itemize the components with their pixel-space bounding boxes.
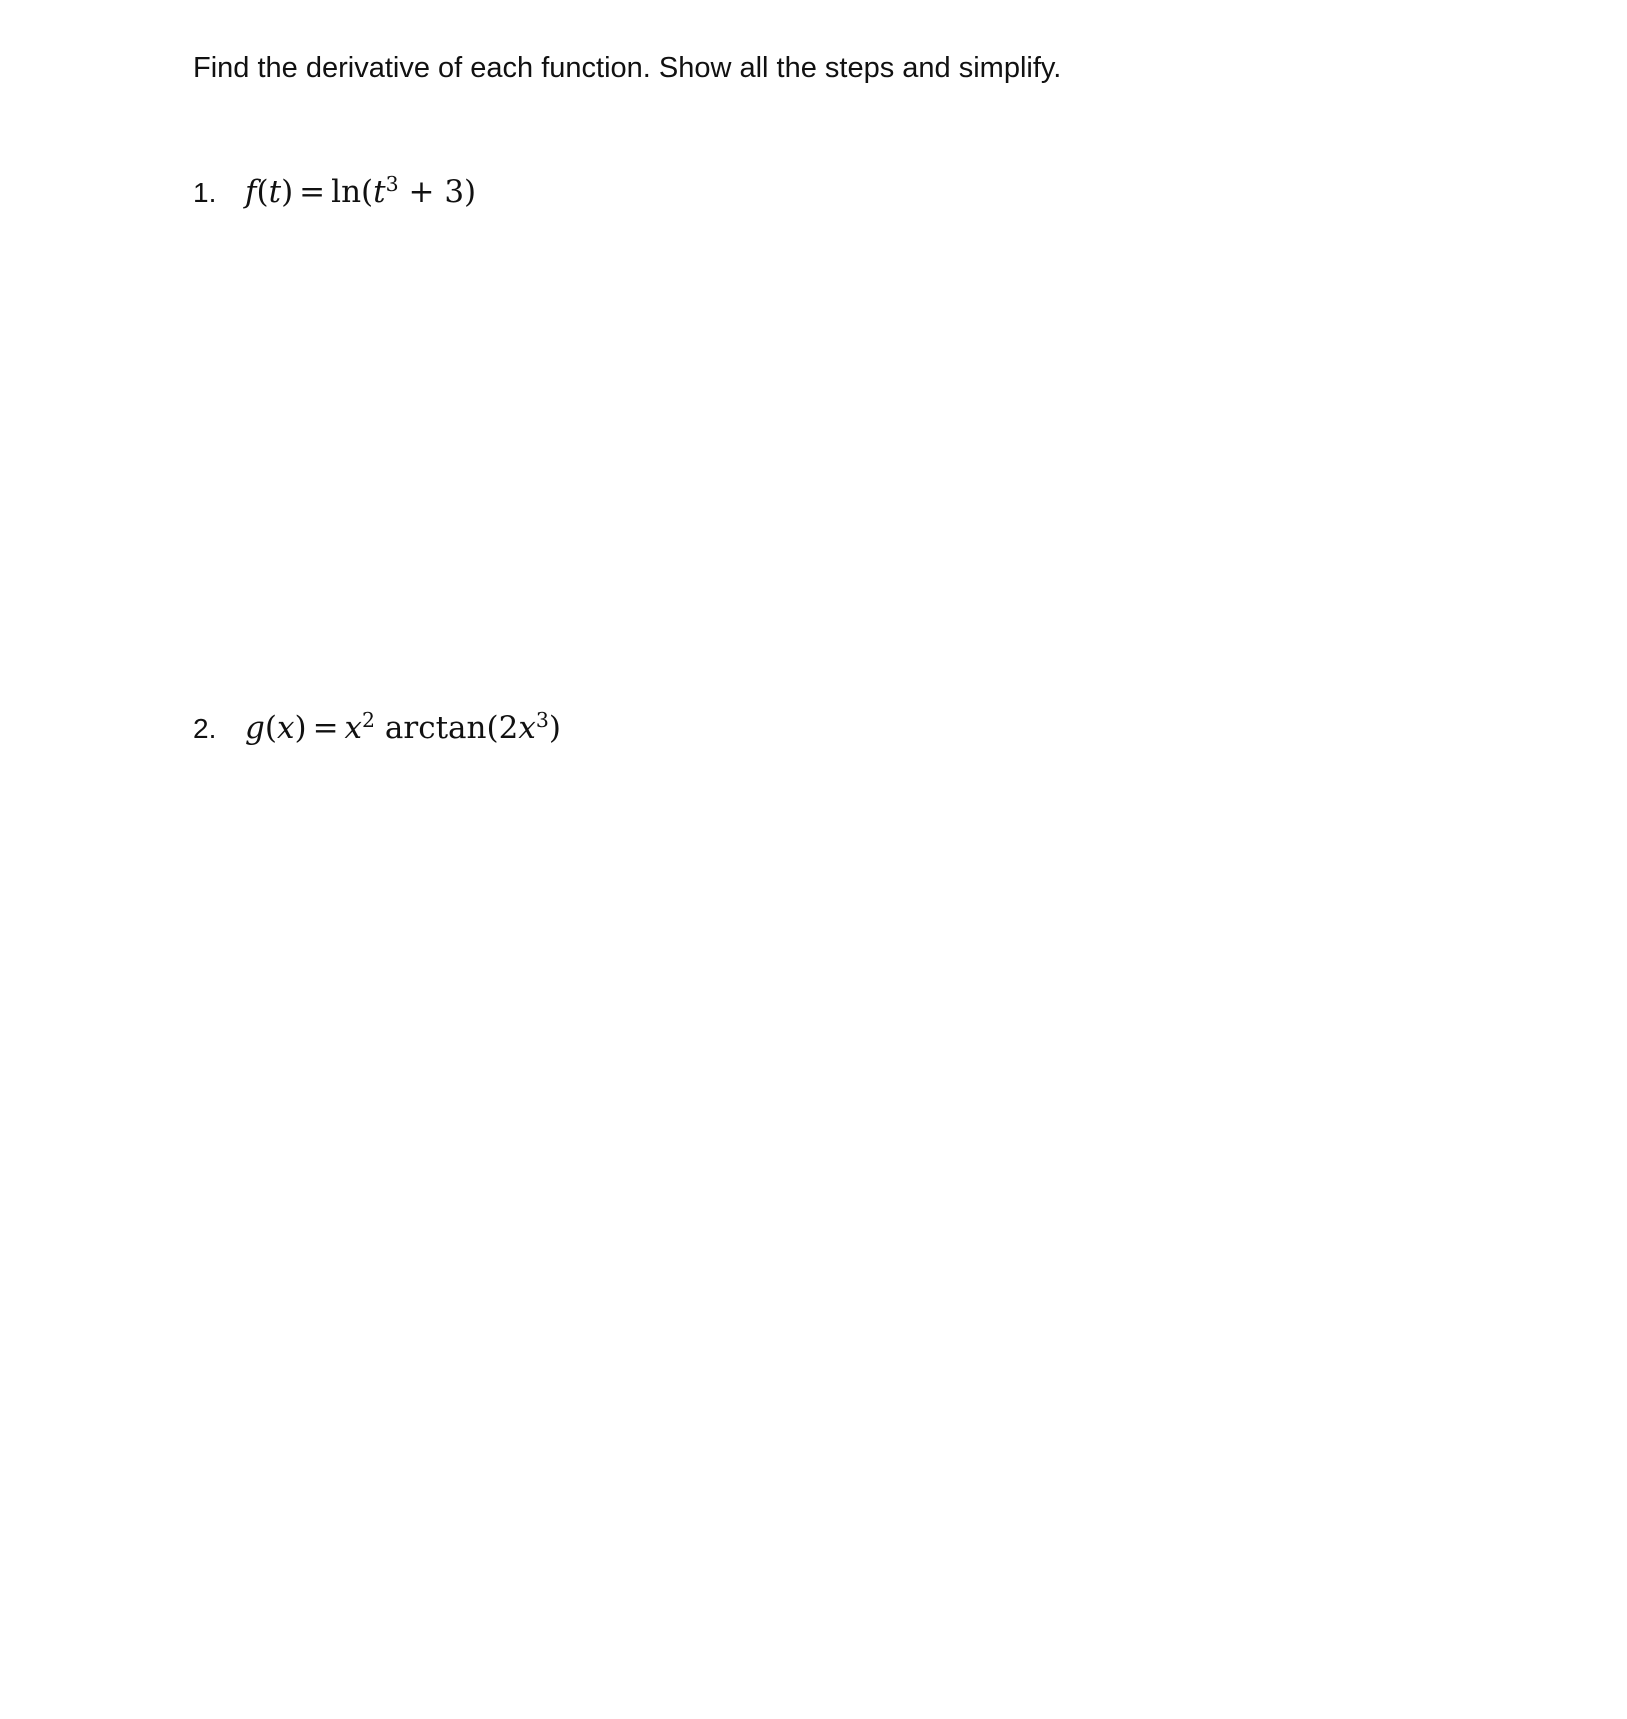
function-variable: x [276,710,295,746]
base-variable: t [373,174,386,210]
inner-base: x [518,710,536,746]
coefficient-exponent: 2 [362,707,376,732]
problem-2-equation: $g(x) = x^2$ $\arctan(2x^3)$ [245,707,561,746]
function-name: g [245,710,265,746]
equation-tail: + 3) [408,174,477,210]
function-name: f [245,174,257,210]
problem-1 [193,170,476,220]
inner-exponent: 3 [535,707,549,732]
coefficient-base: x [344,710,363,746]
problem-2 [193,706,561,756]
problem-1-equation: $f(t) = \ln(t^3 + 3)$ [245,171,477,210]
inner-coefficient: 2 [498,710,519,746]
instructions-text: Find the derivative of each function. Show all the steps and simplify. [193,52,1062,84]
problem-number: 2. [193,713,217,744]
function-variable: t [268,174,282,210]
problem-number: 1. [193,177,217,208]
exponent: 3 [385,171,399,196]
log-function: ln [331,174,362,210]
arctan-function: arctan [384,710,487,746]
